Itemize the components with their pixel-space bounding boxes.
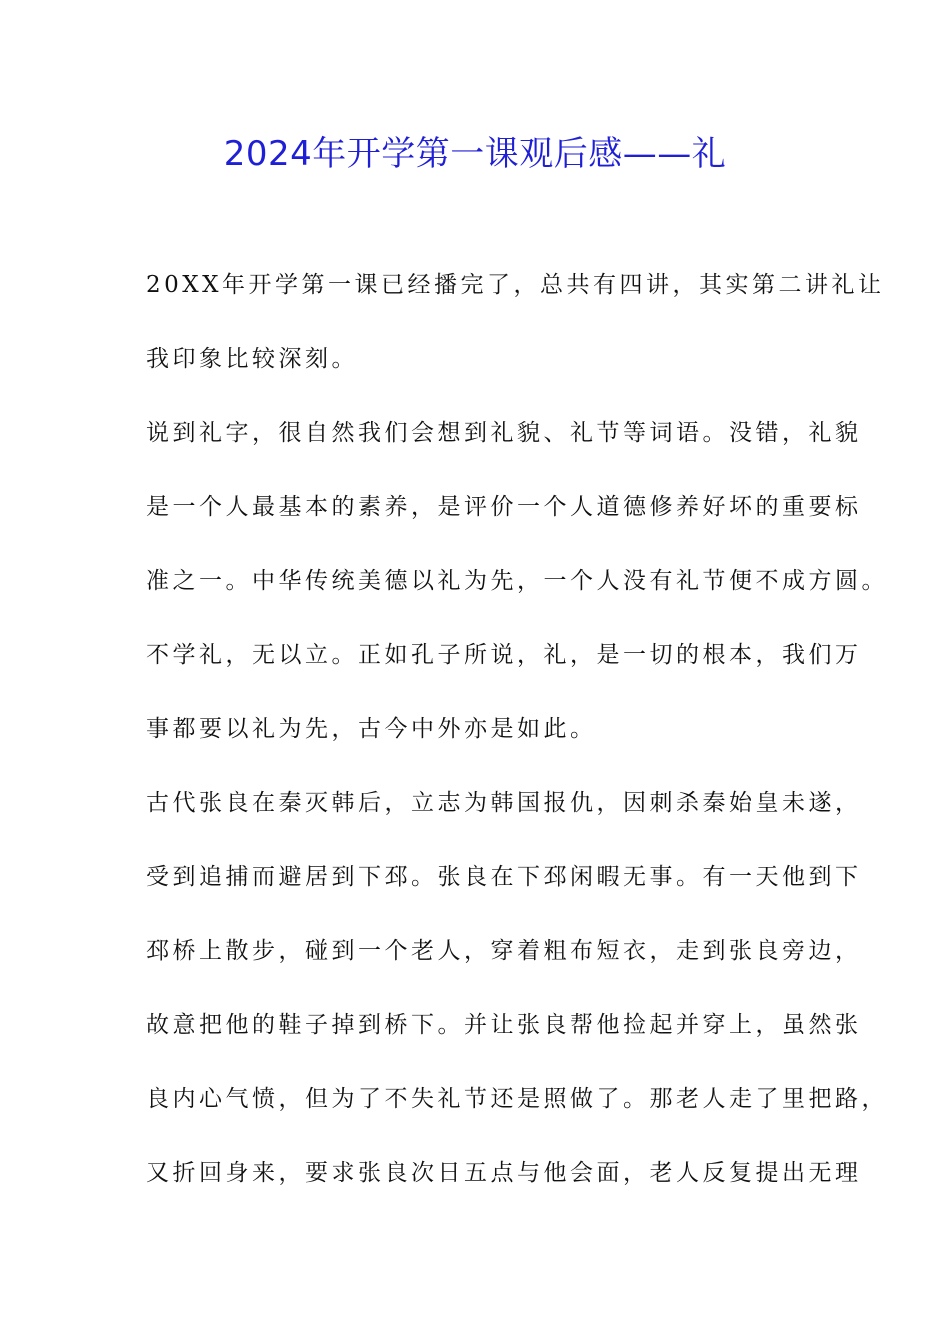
body-line: 故意把他的鞋子掉到桥下。并让张良帮他捡起并穿上，虽然张 [146, 1012, 862, 1038]
body-line: 古代张良在秦灭韩后，立志为韩国报仇，因刺杀秦始皇未遂， [146, 790, 862, 816]
body-line: 邳桥上散步，碰到一个老人，穿着粗布短衣，走到张良旁边， [146, 938, 862, 964]
body-line: 又折回身来，要求张良次日五点与他会面，老人反复提出无理 [146, 1160, 862, 1186]
body-line: 事都要以礼为先，古今中外亦是如此。 [146, 716, 597, 742]
body-line: 不学礼，无以立。正如孔子所说，礼，是一切的根本，我们万 [146, 642, 862, 668]
body-line: 是一个人最基本的素养，是评价一个人道德修养好坏的重要标 [146, 494, 862, 520]
body-line: 20XX年开学第一课已经播完了，总共有四讲，其实第二讲礼让 [146, 272, 885, 298]
body-line: 说到礼字，很自然我们会想到礼貌、礼节等词语。没错，礼貌 [146, 420, 862, 446]
body-line: 受到追捕而避居到下邳。张良在下邳闲暇无事。有一天他到下 [146, 864, 862, 890]
document-title: 2024年开学第一课观后感——礼 [223, 134, 727, 174]
body-line: 我印象比较深刻。 [146, 346, 358, 372]
body-line: 良内心气愤，但为了不失礼节还是照做了。那老人走了里把路， [146, 1086, 888, 1112]
body-line: 准之一。中华传统美德以礼为先，一个人没有礼节便不成方圆。 [146, 568, 888, 594]
